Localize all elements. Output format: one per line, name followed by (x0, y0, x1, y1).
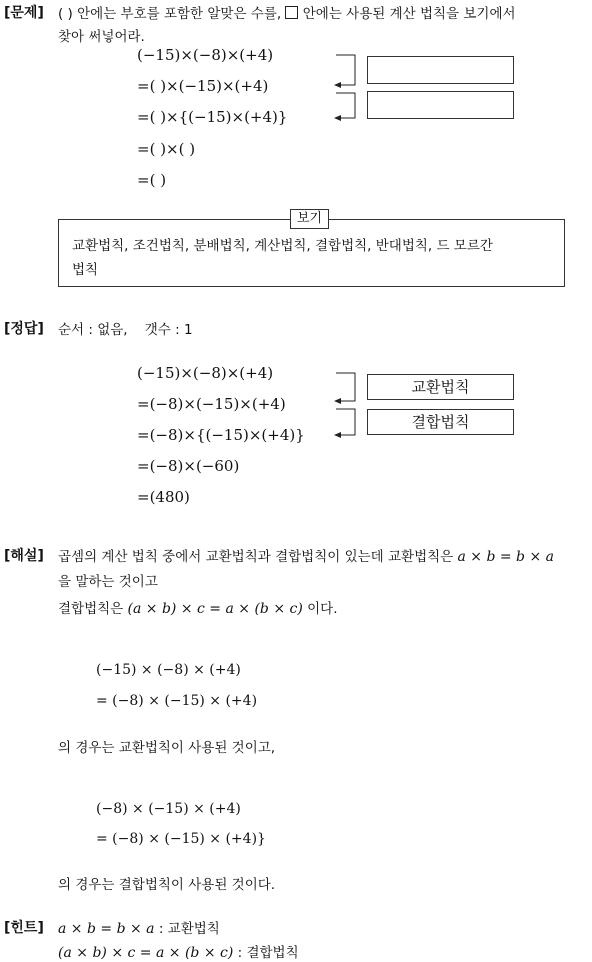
explanation-example1-line2: = (−8) × (−15) × (+4) (96, 693, 258, 709)
problem-answer-box-2[interactable] (367, 91, 514, 119)
answer-step-3: =(−8)×{(−15)×(+4)} (137, 426, 305, 444)
explanation-line1 (58, 545, 554, 565)
bogi-options-line2: 법칙 (72, 262, 99, 278)
explanation-example1-line1: (−15) × (−8) × (+4) (96, 662, 241, 678)
explanation-example2-note: 의 경우는 결합법칙이 사용된 것이다. (58, 877, 276, 893)
explanation-example1-note: 의 경우는 교환법칙이 사용된 것이고, (58, 740, 276, 756)
hint-line2-text: : 결합법칙 (237, 945, 299, 961)
problem-step-2: =( )×(−15)×(+4) (137, 77, 269, 95)
problem-step-1: (−15)×(−8)×(+4) (137, 46, 274, 64)
explanation-line3-post: 이다. (307, 601, 338, 617)
explanation-example2-line1: (−8) × (−15) × (+4) (96, 801, 241, 817)
bogi-label: 보기 (290, 209, 329, 229)
problem-instruction-pre: ( ) 안에는 부호를 포함한 알맞은 수를, (58, 6, 282, 22)
answer-step-1: (−15)×(−8)×(+4) (137, 364, 274, 382)
explanation-line3-pre: 결합법칙은 (58, 601, 124, 617)
explanation-line1-formula: a × b = b × a (457, 549, 554, 565)
problem-answer-box-1[interactable] (367, 56, 514, 84)
answer-tag: [정답] (4, 321, 44, 337)
problem-bracket-arrows-icon (330, 52, 360, 122)
explanation-line2: 을 말하는 것이고 (58, 574, 158, 590)
answer-summary: 순서 : 없음, 갯수 : 1 (58, 322, 193, 338)
hint-line1-formula: a × b = b × a (58, 921, 155, 937)
problem-instruction-line1 (58, 2, 516, 22)
problem-step-5: =( ) (137, 171, 167, 189)
problem-instruction-line2: 찾아 써넣어라. (58, 29, 145, 45)
explanation-line1-text: 곱셈의 계산 법칙 중에서 교환법칙과 결합법칙이 있는데 교환법칙은 (58, 549, 454, 565)
hint-line2 (58, 941, 299, 961)
hint-line2-formula: (a × b) × c = a × (b × c) (58, 945, 234, 961)
explanation-tag: [해설] (4, 548, 44, 564)
problem-step-4: =( )×( ) (137, 140, 196, 158)
explanation-example2-line2: = (−8) × (−15) × (+4)} (96, 831, 266, 847)
explanation-line3-formula: (a × b) × c = a × (b × c) (127, 601, 303, 617)
answer-law-box-2: 결합법칙 (367, 409, 514, 435)
hint-tag: [힌트] (4, 920, 44, 936)
answer-step-4: =(−8)×(−60) (137, 457, 240, 475)
explanation-line3 (58, 597, 338, 617)
answer-step-5: =(480) (137, 488, 190, 506)
empty-box-symbol-icon (285, 6, 298, 19)
hint-line1 (58, 917, 220, 937)
answer-law-box-1: 교환법칙 (367, 374, 514, 400)
problem-instruction-post: 안에는 사용된 계산 법칙을 보기에서 (302, 6, 516, 22)
problem-tag: [문제] (4, 5, 44, 21)
bogi-options-line1: 교환법칙, 조건법칙, 분배법칙, 계산법칙, 결합법칙, 반대법칙, 드 모르간 (72, 238, 493, 254)
answer-bracket-arrows-icon (330, 370, 360, 440)
hint-line1-text: : 교환법칙 (158, 921, 220, 937)
problem-step-3: =( )×{(−15)×(+4)} (137, 108, 288, 126)
answer-step-2: =(−8)×(−15)×(+4) (137, 395, 286, 413)
